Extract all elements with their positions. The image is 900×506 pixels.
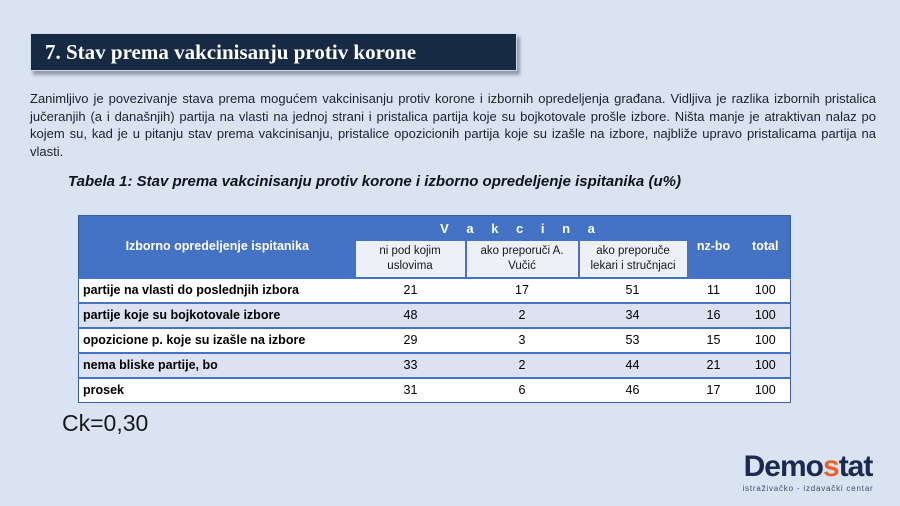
value-cell: 100	[741, 378, 791, 403]
value-cell: 29	[356, 328, 466, 353]
value-cell: 15	[687, 328, 741, 353]
results-table	[78, 215, 791, 403]
logo-subtitle: istraživačko - izdavački centar	[742, 484, 874, 493]
value-cell: 100	[741, 328, 791, 353]
value-cell: 48	[356, 303, 466, 328]
value-cell: 11	[687, 278, 741, 303]
row-label-cell: partije koje su bojkotovale izbore	[79, 303, 356, 328]
value-cell: 3	[466, 328, 579, 353]
group-header-vakcina: V a k c i n a	[356, 216, 687, 241]
row-label-cell: prosek	[79, 378, 356, 403]
value-cell: 51	[579, 278, 687, 303]
value-cell: 33	[356, 353, 466, 378]
value-cell: 16	[687, 303, 741, 328]
column-header-ako-preporuce-lekari: ako preporuče lekari i stručnjaci	[579, 241, 687, 278]
value-cell: 17	[466, 278, 579, 303]
row-label-cell: partije na vlasti do poslednjih izbora	[79, 278, 356, 303]
value-cell: 21	[687, 353, 741, 378]
value-cell: 17	[687, 378, 741, 403]
intro-paragraph: Zanimljivo je povezivanje stava prema mogućem vakcinisanju protiv korone i izbornih opredeljenja građana. Vidljiva je razlika izbornih pristalica jučeranjih (a i današnjih) partija na vlasti na jednoj strani i pristalica partija koje su bojkotovale prošle izbore. Ništa manje je atraktivan nalaz po kojem su, kad je u pitanju stav prema vakcinisanju, pristalice opozicionih partija koje su izašle na izbore, najbliže upravo pristalicama partija na vlasti.	[30, 91, 876, 159]
demostat-logo	[739, 451, 877, 493]
table-row	[79, 353, 791, 378]
column-header-total: total	[741, 216, 791, 278]
logo-wordmark-part1: Demo	[743, 450, 823, 483]
value-cell: 53	[579, 328, 687, 353]
value-cell: 6	[466, 378, 579, 403]
value-cell: 44	[579, 353, 687, 378]
ck-statistic: Ck=0,30	[62, 410, 149, 436]
column-header-izborno-opredeljenje: Izborno opredeljenje ispitanika	[79, 216, 356, 278]
table-row	[79, 303, 791, 328]
section-title-bar	[30, 33, 517, 71]
logo-wordmark-accent: s	[823, 450, 839, 483]
value-cell: 34	[579, 303, 687, 328]
value-cell: 100	[741, 353, 791, 378]
row-label-cell: opozicione p. koje su izašle na izbore	[79, 328, 356, 353]
logo-wordmark	[739, 451, 877, 483]
value-cell: 46	[579, 378, 687, 403]
column-header-ni-pod-kojim-uslovima: ni pod kojim uslovima	[356, 241, 466, 278]
header-row-group	[79, 216, 791, 241]
column-header-ako-preporuci-vucic: ako preporuči A. Vučić	[466, 241, 579, 278]
table-row	[79, 378, 791, 403]
row-label-cell: nema bliske partije, bo	[79, 353, 356, 378]
value-cell: 2	[466, 303, 579, 328]
table-caption: Tabela 1: Stav prema vakcinisanju protiv korone i izborno opredeljenje ispitanika (u%)	[68, 173, 681, 190]
value-cell: 2	[466, 353, 579, 378]
column-header-nz-bo: nz-bo	[687, 216, 741, 278]
table-row	[79, 328, 791, 353]
value-cell: 100	[741, 303, 791, 328]
value-cell: 21	[356, 278, 466, 303]
results-table-container	[78, 215, 791, 403]
table-row	[79, 278, 791, 303]
section-title: 7. Stav prema vakcinisanju protiv korone	[45, 39, 417, 64]
value-cell: 100	[741, 278, 791, 303]
value-cell: 31	[356, 378, 466, 403]
logo-wordmark-part2: tat	[838, 450, 873, 483]
